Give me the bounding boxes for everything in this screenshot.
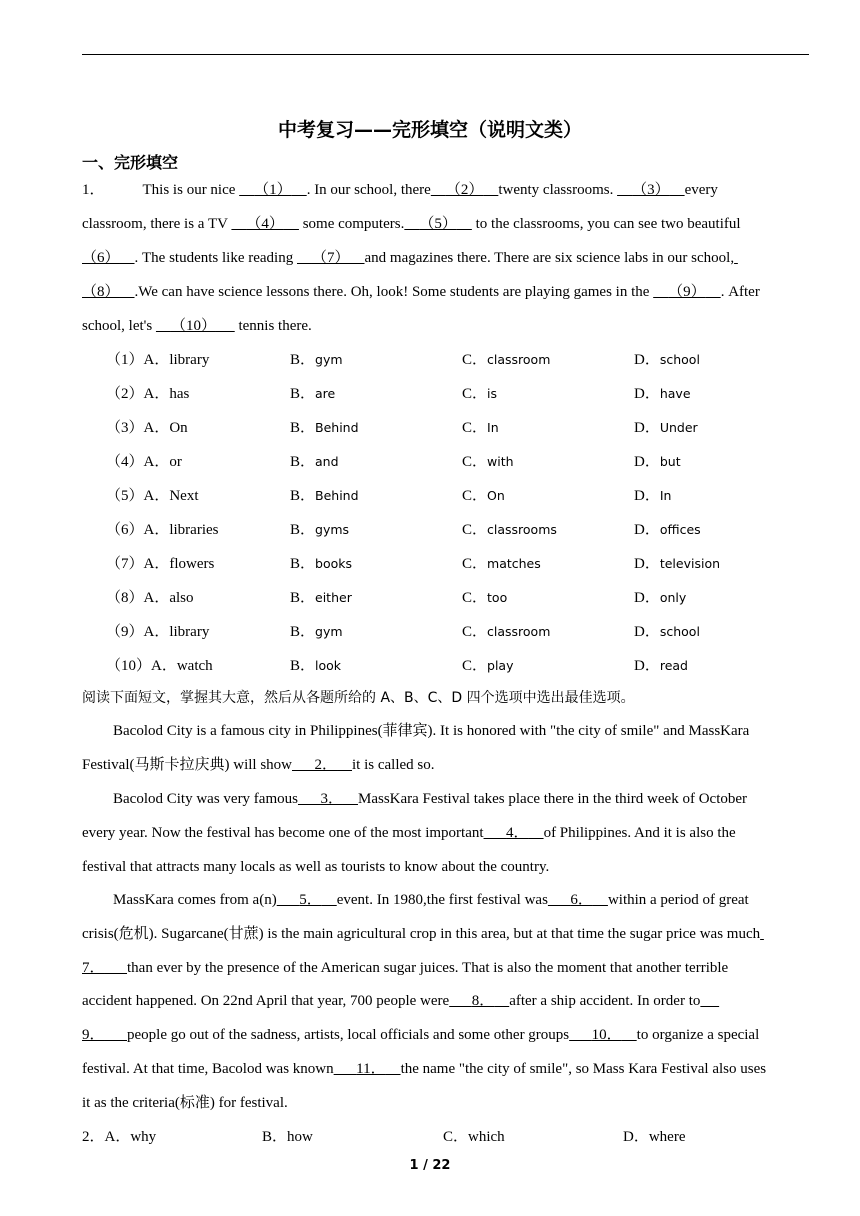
option-c[interactable]: C．is [462, 386, 498, 402]
section-heading: 一、完形填空 [82, 153, 179, 172]
instruction: 阅读下面短文，掌握其大意，然后从各题所给的 A、B、C、D 四个选项中选出最佳选项。 [82, 690, 635, 706]
option-c[interactable]: C．play [462, 658, 514, 674]
option-b[interactable]: B．are [290, 386, 336, 402]
option-c[interactable]: C．matches [462, 556, 541, 572]
option-a[interactable]: （9）A．library [106, 624, 210, 640]
passage-line: Bacolod City was very famous 3． MassKara Festival takes place there in the third week of October [113, 791, 748, 807]
option-b[interactable]: B．look [290, 658, 342, 674]
passage-line: festival that attracts many locals as well as tourists to know about the country. [82, 859, 550, 875]
option-a[interactable]: （2）A．has [106, 386, 190, 402]
q1-line-2: classroom, there is a TV （4） some computers. （5） to the classrooms, you can see two beautiful [82, 216, 741, 232]
q1-line-3: （6） . The students like reading （7） and magazines there. There are six science labs in our school, [82, 250, 735, 266]
option-d[interactable]: D．television [634, 556, 721, 572]
passage-line: 7． than ever by the presence of the American sugar juices. That is also the moment that another terrible [82, 960, 729, 976]
option-d[interactable]: D．offices [634, 522, 701, 538]
passage-line: accident happened. On 22nd April that year, 700 people were 8． after a ship accident. In order to [82, 993, 701, 1009]
blank[interactable]: （8） [82, 284, 120, 300]
option-a[interactable]: （6）A．libraries [106, 522, 219, 538]
option-a[interactable]: （5）A．Next [106, 488, 199, 504]
blank[interactable]: 9． [82, 1027, 105, 1043]
option-b[interactable]: B．either [290, 590, 352, 606]
option-d[interactable]: D．but [634, 454, 681, 470]
blank[interactable]: （6） [82, 250, 120, 266]
blank[interactable]: 5． [299, 892, 322, 908]
passage-line: 9． people go out of the sadness, artists, local officials and some other groups 10． to organize a special [82, 1027, 760, 1043]
blank[interactable]: 4． [506, 825, 529, 841]
blank[interactable]: 8． [471, 993, 495, 1009]
passage-line: crisis(危机). Sugarcane(甘蔗) is the main agricultural crop in this area, but at that time the sugar price was much [82, 926, 761, 942]
option-d[interactable]: D．have [634, 386, 691, 402]
option-b[interactable]: B．books [290, 556, 352, 572]
q1-line-1: 1． This is our nice （1） . In our school, there （2） twenty classrooms. （3） every [82, 182, 718, 198]
passage-line: Bacolod City is a famous city in Philippines(菲律宾). It is honored with "the city of smile" and MassKara [113, 723, 750, 739]
option-c[interactable]: C．classroom [462, 624, 551, 640]
blank[interactable]: （3） [632, 182, 670, 198]
option-d[interactable]: D．school [634, 624, 700, 640]
blank[interactable]: （5） [419, 216, 457, 232]
blank[interactable]: （9） [668, 284, 706, 300]
blank[interactable]: （1） [254, 182, 292, 198]
option-b[interactable]: B．Behind [290, 488, 359, 504]
option-c[interactable]: C．In [462, 420, 499, 436]
blank[interactable]: （7） [311, 250, 350, 266]
document-title: 中考复习——完形填空（说明文类） [277, 119, 582, 141]
option-b[interactable]: B．and [290, 454, 339, 470]
option-c[interactable]: C．too [462, 590, 508, 606]
q1-line-5: school, let's （10） tennis there. [82, 318, 312, 334]
blank[interactable]: （10） [170, 318, 216, 334]
option-c[interactable]: C．with [462, 454, 514, 470]
option-a[interactable]: （7）A．flowers [106, 556, 215, 572]
passage-line: Festival(马斯卡拉庆典) will show 2． it is called so. [82, 757, 435, 773]
option-a[interactable]: 2．A．why [82, 1129, 157, 1145]
option-d[interactable]: D．only [634, 590, 687, 606]
option-d[interactable]: D．school [634, 352, 700, 368]
blank[interactable]: （2） [445, 182, 484, 198]
option-b[interactable]: B．gyms [290, 522, 350, 538]
blank[interactable]: 2． [314, 757, 338, 773]
option-b[interactable]: B．how [262, 1129, 313, 1145]
blank[interactable]: 3． [320, 791, 343, 807]
option-a[interactable]: （4）A．or [106, 454, 182, 470]
option-d[interactable]: D．In [634, 488, 672, 504]
question-number: 1． [82, 182, 105, 198]
header-rule [82, 54, 809, 55]
option-b[interactable]: B．Behind [290, 420, 359, 436]
option-a[interactable]: （8）A．also [106, 590, 194, 606]
option-c[interactable]: C．On [462, 488, 505, 504]
option-a[interactable]: （1）A．library [106, 352, 210, 368]
option-d[interactable]: D．read [634, 658, 688, 674]
option-c[interactable]: C．which [443, 1129, 505, 1145]
option-b[interactable]: B．gym [290, 352, 343, 368]
blank[interactable]: 6． [570, 892, 593, 908]
option-a[interactable]: （3）A．On [106, 420, 188, 436]
blank[interactable]: 10． [591, 1027, 622, 1043]
blank[interactable]: （4） [246, 216, 284, 232]
option-c[interactable]: C．classroom [462, 352, 551, 368]
passage-line: it as the criteria(标准) for festival. [82, 1095, 288, 1111]
option-d[interactable]: D．where [623, 1129, 686, 1145]
page-number: 1 / 22 [409, 1158, 451, 1173]
passage-line: festival. At that time, Bacolod was known 11． the name "the city of smile", so Mass Kara Festival also uses [82, 1061, 767, 1077]
blank[interactable]: 7． [82, 960, 105, 976]
blank[interactable]: 11． [356, 1061, 386, 1077]
q1-line-4: （8） .We can have science lessons there. Oh, look! Some students are playing games in the （9） . After [82, 284, 760, 300]
option-d[interactable]: D．Under [634, 420, 698, 436]
passage-line: every year. Now the festival has become one of the most important 4． of Philippines. And it is also the [82, 825, 736, 841]
option-a[interactable]: （10）A．watch [106, 658, 213, 674]
option-b[interactable]: B．gym [290, 624, 343, 640]
passage-line: MassKara comes from a(n) 5． event. In 1980,the first festival was 6． within a period of great [113, 892, 749, 908]
option-c[interactable]: C．classrooms [462, 522, 557, 538]
